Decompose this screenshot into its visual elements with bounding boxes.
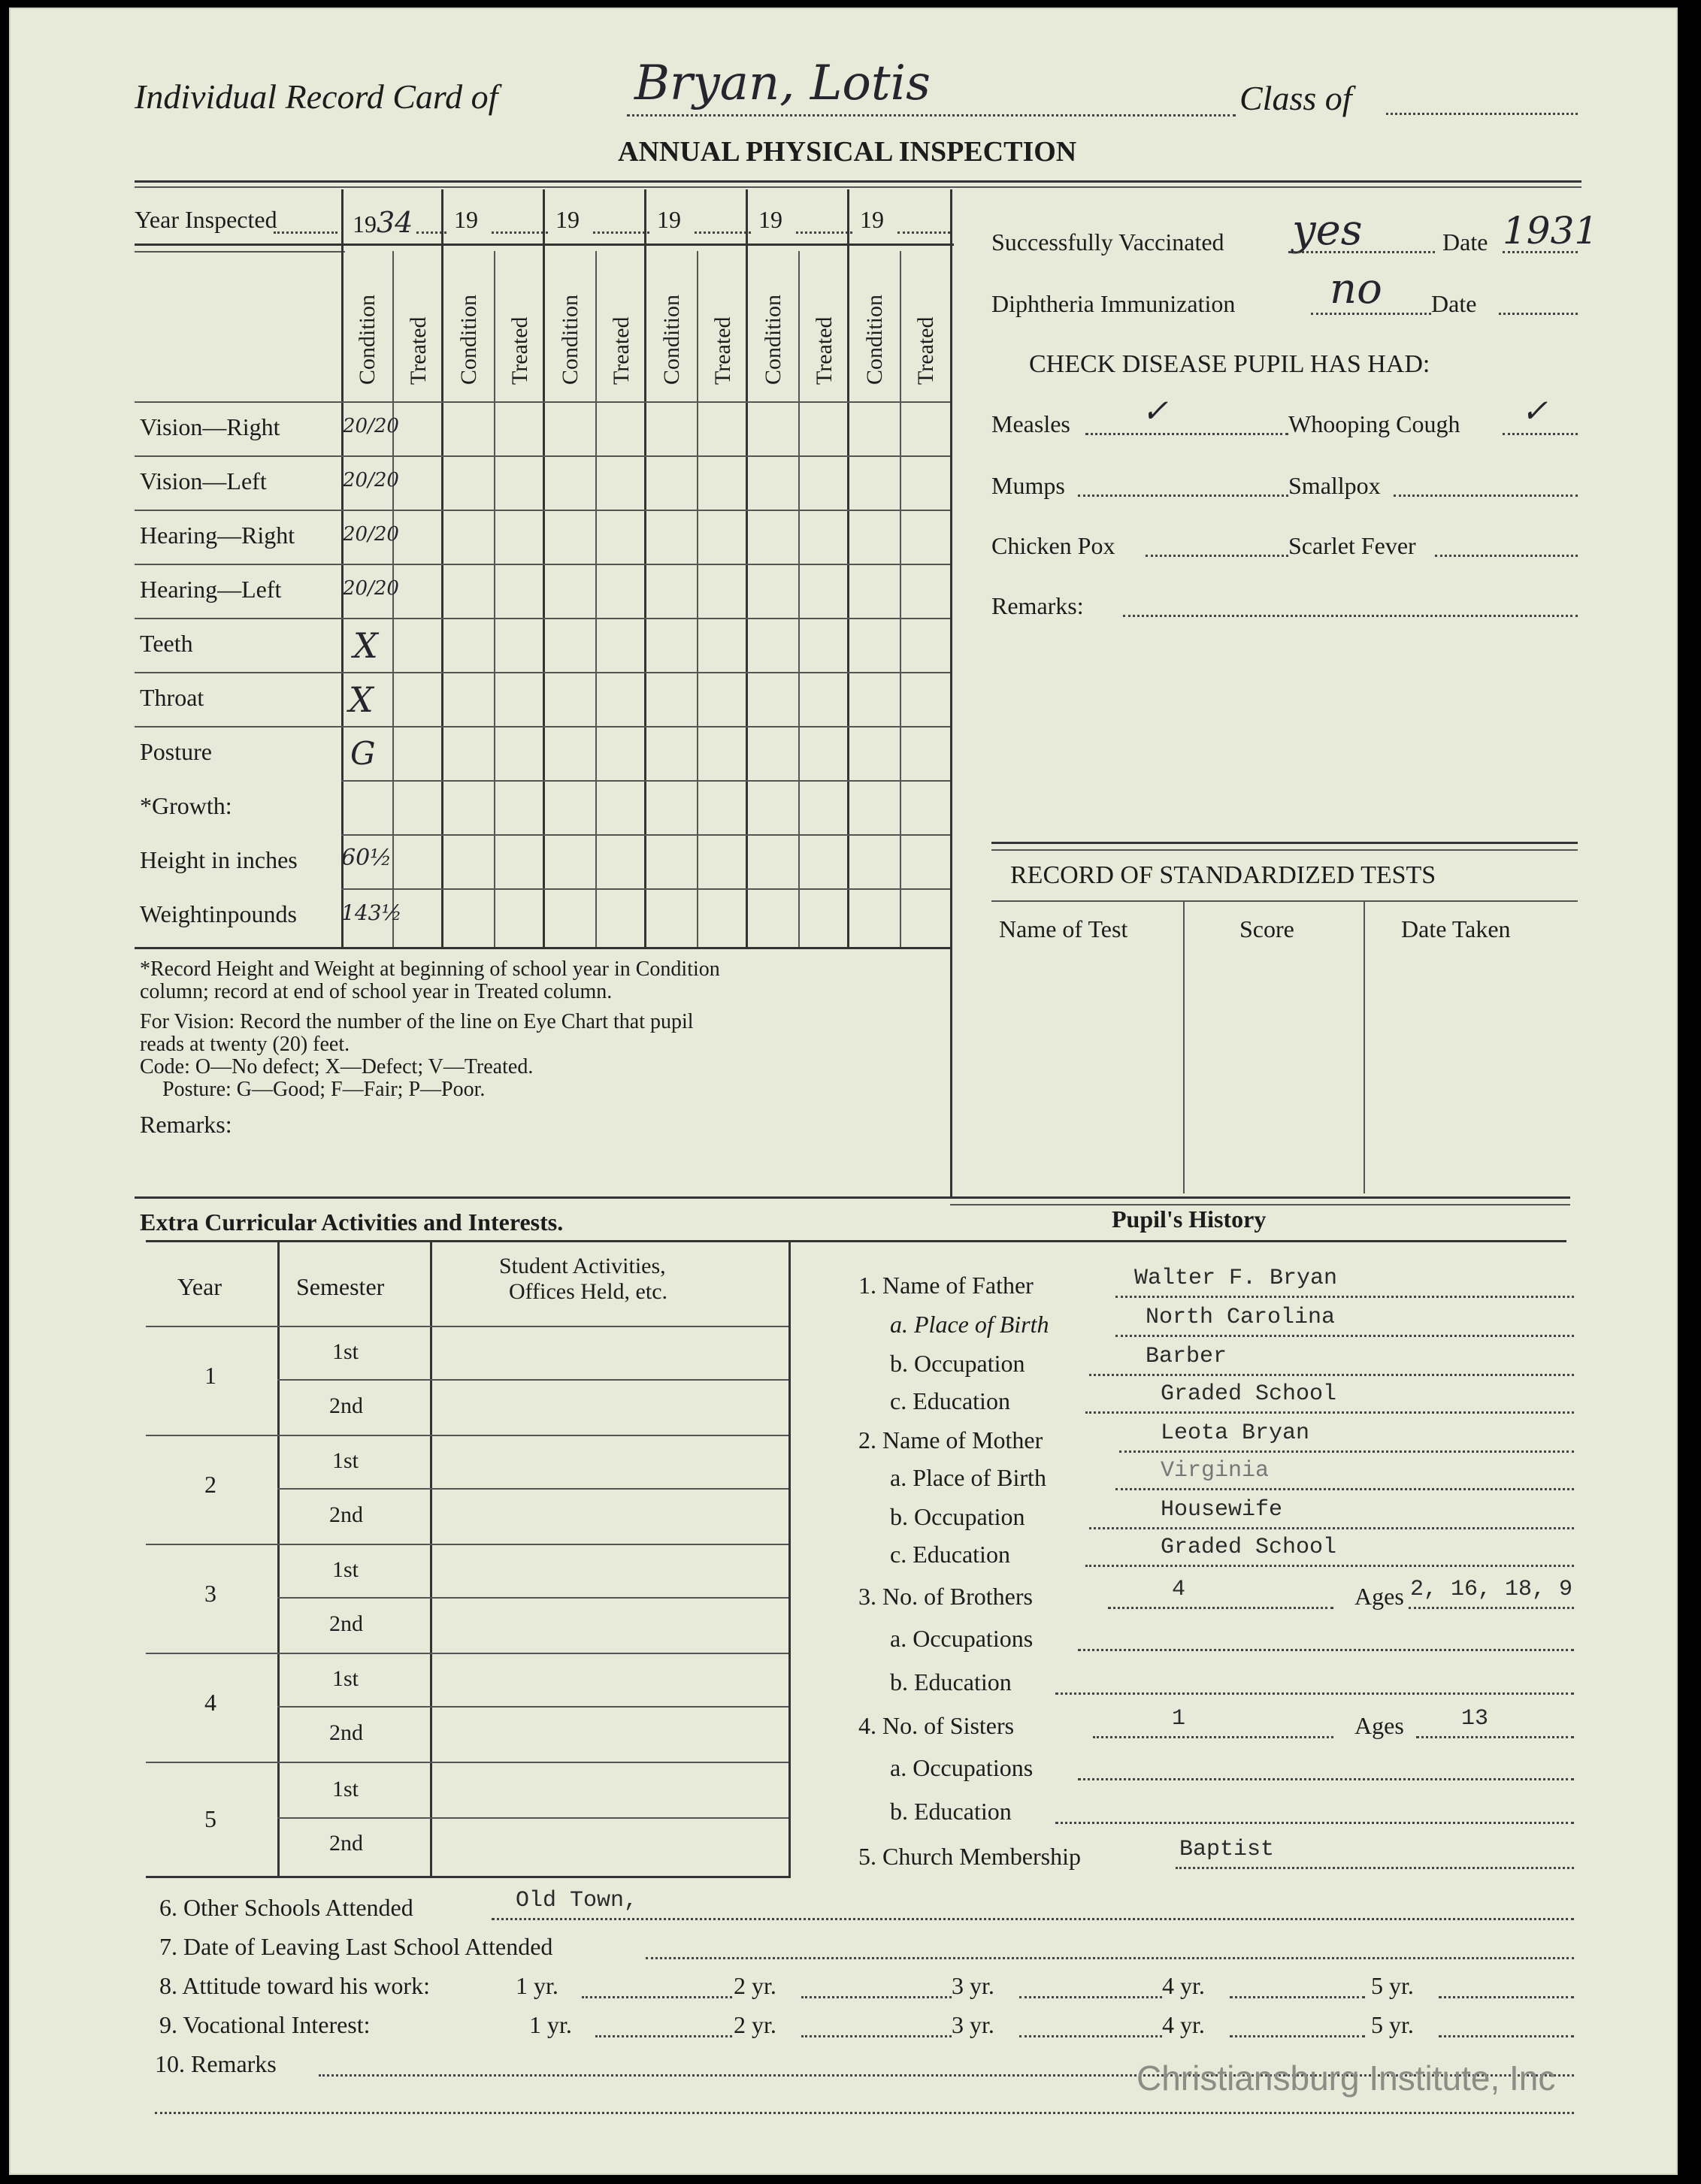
brothers-edu-label: b. Education — [890, 1668, 1012, 1695]
treated-label-1: Treated — [406, 316, 431, 385]
row-posture: Posture — [140, 738, 212, 765]
year-inspected-label: Year Inspected — [135, 206, 277, 233]
condition-label-1: Condition — [355, 294, 380, 385]
treated-label-5: Treated — [812, 316, 837, 385]
sem-4-1: 1st — [332, 1666, 359, 1691]
disease-smallpox: Smallpox — [1288, 472, 1381, 499]
year-header-4: 19 — [657, 206, 681, 233]
value-vision-right: 20/20 — [343, 415, 399, 437]
year-header-6: 19 — [860, 206, 884, 233]
vocational-yr5: 5 yr. — [1371, 2011, 1414, 2038]
vocational-yr2: 2 yr. — [734, 2011, 776, 2038]
tests-col-date: Date Taken — [1401, 915, 1511, 942]
mother-value: Leota Bryan — [1161, 1420, 1310, 1446]
brothers-ages-value: 2, 16, 18, 9 — [1410, 1577, 1573, 1602]
watermark: Christiansburg Institute, Inc — [1137, 2058, 1556, 2098]
father-occ-label: b. Occupation — [890, 1350, 1025, 1377]
record-card — [9, 8, 1678, 2175]
brothers-ages-label: Ages — [1354, 1583, 1404, 1610]
mother-label: 2. Name of Mother — [858, 1426, 1043, 1453]
vocational-yr3: 3 yr. — [952, 2011, 994, 2038]
condition-label-4: Condition — [659, 294, 684, 385]
brothers-label: 3. No. of Brothers — [858, 1583, 1033, 1610]
condition-label-6: Condition — [862, 294, 887, 385]
history-heading: Pupil's History — [1112, 1205, 1267, 1233]
year-header-2: 19 — [454, 206, 478, 233]
condition-label-3: Condition — [558, 294, 583, 385]
class-of-label: Class of — [1239, 79, 1352, 117]
vaccinated-label: Successfully Vaccinated — [991, 228, 1224, 256]
attitude-yr3: 3 yr. — [952, 1972, 994, 1999]
diphtheria-label: Diphtheria Immunization — [991, 290, 1236, 317]
father-value: Walter F. Bryan — [1134, 1266, 1338, 1291]
note-line-1: *Record Height and Weight at beginning of school year in Condition — [140, 957, 720, 981]
sisters-value: 1 — [1172, 1706, 1186, 1732]
whooping-check-icon: ✓ — [1521, 392, 1548, 429]
mother-edu-label: c. Education — [890, 1541, 1010, 1568]
row-hearing-left: Hearing—Left — [140, 576, 282, 603]
tests-heading: RECORD OF STANDARDIZED TESTS — [1010, 861, 1436, 889]
attitude-yr2: 2 yr. — [734, 1972, 776, 1999]
diph-date-label: Date — [1431, 290, 1477, 317]
disease-whooping-cough: Whooping Cough — [1288, 410, 1460, 437]
treated-label-6: Treated — [913, 316, 938, 385]
disease-mumps: Mumps — [991, 472, 1065, 499]
tests-col-score: Score — [1239, 915, 1294, 942]
row-vision-left: Vision—Left — [140, 467, 267, 495]
row-teeth: Teeth — [140, 630, 193, 657]
value-posture: G — [350, 735, 376, 772]
activity-year-5: 5 — [204, 1805, 216, 1832]
sem-4-2: 2nd — [329, 1720, 363, 1745]
sem-1-2: 2nd — [329, 1393, 363, 1418]
mother-edu-value: Graded School — [1161, 1535, 1337, 1560]
attitude-yr5: 5 yr. — [1371, 1972, 1414, 1999]
sisters-ages-label: Ages — [1354, 1712, 1404, 1739]
sem-5-2: 2nd — [329, 1831, 363, 1856]
father-birth-value: North Carolina — [1146, 1305, 1336, 1330]
disease-chicken-pox: Chicken Pox — [991, 532, 1115, 559]
treated-label-4: Treated — [710, 316, 735, 385]
sisters-occ-label: a. Occupations — [890, 1754, 1034, 1781]
value-hearing-right: 20/20 — [343, 523, 399, 546]
other-schools-value: Old Town, — [516, 1888, 638, 1913]
diphtheria-value: no — [1330, 265, 1382, 313]
note-line-6: Posture: G—Good; F—Fair; P—Poor. — [162, 1078, 486, 1101]
activity-year-1: 1 — [204, 1362, 216, 1389]
mother-occ-label: b. Occupation — [890, 1503, 1025, 1530]
year-header-1: 1934 — [353, 206, 413, 239]
sisters-label: 4. No. of Sisters — [858, 1712, 1015, 1739]
attitude-label: 8. Attitude toward his work: — [159, 1972, 430, 1999]
vacc-date-label: Date — [1442, 228, 1488, 256]
notes-remarks-label: Remarks: — [140, 1111, 232, 1138]
value-vision-left: 20/20 — [343, 469, 399, 492]
mother-birth-label: a. Place of Birth — [890, 1464, 1046, 1491]
note-line-5: Code: O—No defect; X—Defect; V—Treated. — [140, 1055, 534, 1078]
diseases-heading: CHECK DISEASE PUPIL HAS HAD: — [1029, 350, 1430, 378]
attitude-yr1: 1 yr. — [516, 1972, 558, 1999]
activity-year-3: 3 — [204, 1580, 216, 1607]
father-occ-value: Barber — [1146, 1344, 1227, 1369]
church-value: Baptist — [1179, 1837, 1275, 1862]
year-header-5: 19 — [758, 206, 782, 233]
row-hearing-right: Hearing—Right — [140, 522, 295, 549]
other-schools-label: 6. Other Schools Attended — [159, 1894, 413, 1921]
father-edu-label: c. Education — [890, 1387, 1010, 1414]
value-hearing-left: 20/20 — [343, 577, 399, 600]
sisters-edu-label: b. Education — [890, 1798, 1012, 1825]
final-remarks-label: 10. Remarks — [155, 2050, 277, 2077]
disease-measles: Measles — [991, 410, 1070, 437]
row-growth: *Growth: — [140, 792, 232, 819]
activities-semester-col: Semester — [296, 1273, 385, 1300]
measles-check-icon: ✓ — [1142, 392, 1169, 429]
sem-3-2: 2nd — [329, 1611, 363, 1636]
sem-1-1: 1st — [332, 1339, 359, 1364]
row-throat: Throat — [140, 684, 204, 711]
treated-label-3: Treated — [609, 316, 634, 385]
disease-scarlet-fever: Scarlet Fever — [1288, 532, 1416, 559]
activities-col-line2: Offices Held, etc. — [509, 1279, 668, 1304]
student-name: Bryan, Lotis — [634, 56, 931, 111]
brothers-occ-label: a. Occupations — [890, 1625, 1034, 1652]
sem-3-1: 1st — [332, 1557, 359, 1582]
sisters-ages-value: 13 — [1461, 1706, 1489, 1732]
activities-year-col: Year — [177, 1273, 222, 1300]
value-throat: X — [349, 679, 374, 720]
condition-label-2: Condition — [456, 294, 481, 385]
row-vision-right: Vision—Right — [140, 413, 280, 440]
brothers-value: 4 — [1172, 1577, 1186, 1602]
tests-col-name: Name of Test — [999, 915, 1128, 942]
mother-occ-value: Housewife — [1161, 1497, 1283, 1523]
card-title-prefix: Individual Record Card of — [135, 77, 498, 116]
value-height: 60½ — [341, 845, 392, 871]
disease-remarks-label: Remarks: — [991, 592, 1084, 619]
attitude-yr4: 4 yr. — [1162, 1972, 1205, 1999]
sem-5-1: 1st — [332, 1777, 359, 1801]
year-header-3: 19 — [555, 206, 580, 233]
note-line-3: For Vision: Record the number of the line on Eye Chart that pupil — [140, 1010, 694, 1033]
card-subtitle: ANNUAL PHYSICAL INSPECTION — [618, 136, 1077, 168]
activity-year-4: 4 — [204, 1689, 216, 1716]
sem-2-1: 1st — [332, 1448, 359, 1473]
mother-birth-value: Virginia — [1161, 1458, 1270, 1484]
activities-col-line1: Student Activities, — [499, 1254, 666, 1278]
treated-label-2: Treated — [507, 316, 532, 385]
vocational-yr1: 1 yr. — [529, 2011, 572, 2038]
church-label: 5. Church Membership — [858, 1843, 1081, 1870]
vocational-yr4: 4 yr. — [1162, 2011, 1205, 2038]
note-line-4: reads at twenty (20) feet. — [140, 1033, 350, 1056]
value-weight: 143½ — [341, 900, 402, 925]
activities-heading: Extra Curricular Activities and Interests. — [140, 1208, 564, 1236]
vaccinated-value: yes — [1292, 206, 1363, 255]
father-label: 1. Name of Father — [858, 1272, 1034, 1299]
condition-label-5: Condition — [761, 294, 785, 385]
row-height: Height in inches — [140, 846, 298, 873]
father-edu-value: Graded School — [1161, 1381, 1337, 1407]
father-birth-label: a. Place of Birth — [890, 1311, 1049, 1338]
vocational-label: 9. Vocational Interest: — [159, 2011, 371, 2038]
activity-year-2: 2 — [204, 1471, 216, 1498]
leaving-label: 7. Date of Leaving Last School Attended — [159, 1933, 553, 1960]
note-line-2: column; record at end of school year in Treated column. — [140, 980, 613, 1003]
row-weight: Weightinpounds — [140, 900, 297, 927]
sem-2-2: 2nd — [329, 1502, 363, 1527]
vacc-date-value: 1931 — [1503, 209, 1599, 253]
value-teeth: X — [353, 625, 378, 666]
